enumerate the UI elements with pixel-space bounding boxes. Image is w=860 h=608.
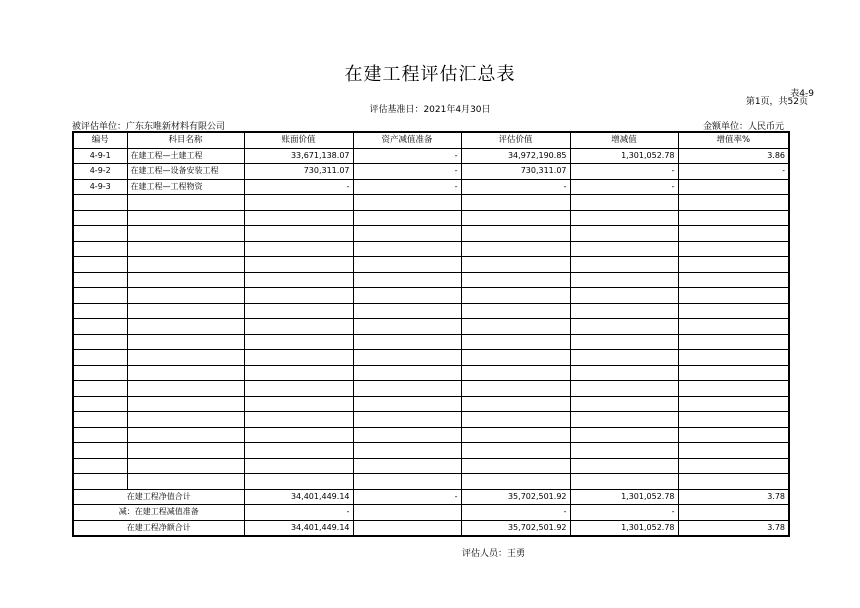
empty-cell xyxy=(244,381,353,397)
empty-cell xyxy=(353,365,461,381)
empty-cell xyxy=(127,272,244,288)
empty-cell xyxy=(570,272,678,288)
empty-cell xyxy=(678,257,789,273)
empty-cell xyxy=(353,396,461,412)
cell-book-value: 730,311.07 xyxy=(244,164,353,180)
cell-impairment: - xyxy=(353,179,461,195)
empty-cell xyxy=(127,381,244,397)
empty-cell xyxy=(127,350,244,366)
appraised-entity: 被评估单位：广东东唯新材料有限公司 xyxy=(72,122,226,132)
empty-cell xyxy=(570,365,678,381)
cell-change: 1,301,052.78 xyxy=(570,148,678,164)
empty-cell xyxy=(461,412,570,428)
empty-cell xyxy=(244,443,353,459)
empty-cell xyxy=(244,427,353,443)
cell-name: 在建工程—设备安装工程 xyxy=(127,164,244,180)
summary-appraised-value: - xyxy=(461,505,570,521)
empty-cell xyxy=(244,396,353,412)
header-cell-impairment: 资产减值准备 xyxy=(353,132,461,148)
empty-cell xyxy=(353,210,461,226)
empty-cell xyxy=(570,443,678,459)
summary-impairment xyxy=(353,520,461,536)
empty-cell xyxy=(353,427,461,443)
empty-row xyxy=(73,241,789,257)
table-row xyxy=(73,148,789,164)
empty-cell xyxy=(244,288,353,304)
empty-cell xyxy=(127,257,244,273)
empty-cell xyxy=(678,350,789,366)
empty-cell xyxy=(353,443,461,459)
empty-cell xyxy=(353,474,461,490)
empty-cell xyxy=(570,288,678,304)
empty-cell xyxy=(127,365,244,381)
empty-cell xyxy=(570,396,678,412)
empty-cell xyxy=(127,334,244,350)
empty-cell xyxy=(678,334,789,350)
cell-book-value: - xyxy=(244,179,353,195)
empty-cell xyxy=(678,288,789,304)
empty-cell xyxy=(678,381,789,397)
summary-label: 在建工程净额合计 xyxy=(73,520,244,536)
empty-cell xyxy=(73,396,127,412)
empty-cell xyxy=(678,443,789,459)
summary-row xyxy=(73,489,789,505)
empty-cell xyxy=(73,350,127,366)
empty-cell xyxy=(73,195,127,211)
summary-book-value: 34,401,449.14 xyxy=(244,489,353,505)
cell-appraised-value: - xyxy=(461,179,570,195)
empty-cell xyxy=(73,412,127,428)
header-cell-book-value: 账面价值 xyxy=(244,132,353,148)
cell-impairment: - xyxy=(353,164,461,180)
empty-row xyxy=(73,226,789,242)
empty-cell xyxy=(244,195,353,211)
summary-change: 1,301,052.78 xyxy=(570,520,678,536)
empty-cell xyxy=(570,381,678,397)
empty-row xyxy=(73,412,789,428)
empty-cell xyxy=(678,396,789,412)
cell-appraised-value: 730,311.07 xyxy=(461,164,570,180)
empty-row xyxy=(73,303,789,319)
empty-cell xyxy=(461,303,570,319)
cell-no: 4-9-3 xyxy=(73,179,127,195)
empty-cell xyxy=(461,334,570,350)
table-number: 表4-9 xyxy=(790,89,814,99)
empty-cell xyxy=(570,412,678,428)
empty-cell xyxy=(678,412,789,428)
cell-impairment: - xyxy=(353,148,461,164)
summary-rate: 3.78 xyxy=(678,489,789,505)
table-row xyxy=(73,164,789,180)
empty-cell xyxy=(570,458,678,474)
empty-row xyxy=(73,319,789,335)
empty-cell xyxy=(570,474,678,490)
empty-row xyxy=(73,474,789,490)
empty-cell xyxy=(73,226,127,242)
empty-cell xyxy=(127,458,244,474)
empty-cell xyxy=(73,334,127,350)
empty-cell xyxy=(73,443,127,459)
empty-cell xyxy=(244,303,353,319)
empty-row xyxy=(73,381,789,397)
empty-cell xyxy=(244,350,353,366)
empty-cell xyxy=(678,365,789,381)
empty-cell xyxy=(353,303,461,319)
empty-cell xyxy=(127,226,244,242)
summary-appraised-value: 35,702,501.92 xyxy=(461,520,570,536)
empty-cell xyxy=(353,226,461,242)
empty-cell xyxy=(127,303,244,319)
empty-cell xyxy=(73,288,127,304)
empty-cell xyxy=(244,365,353,381)
empty-cell xyxy=(461,195,570,211)
empty-cell xyxy=(461,427,570,443)
empty-cell xyxy=(353,241,461,257)
page-title: 在建工程评估汇总表 xyxy=(344,64,516,85)
header-cell-name: 科目名称 xyxy=(127,132,244,148)
empty-cell xyxy=(461,288,570,304)
empty-cell xyxy=(461,396,570,412)
empty-cell xyxy=(570,257,678,273)
summary-table xyxy=(72,131,790,537)
empty-cell xyxy=(244,272,353,288)
empty-cell xyxy=(678,319,789,335)
empty-cell xyxy=(678,458,789,474)
summary-label: 减：在建工程减值准备 xyxy=(73,505,244,521)
empty-cell xyxy=(570,350,678,366)
empty-cell xyxy=(461,381,570,397)
summary-book-value: 34,401,449.14 xyxy=(244,520,353,536)
cell-appraised-value: 34,972,190.85 xyxy=(461,148,570,164)
empty-cell xyxy=(570,210,678,226)
summary-change: 1,301,052.78 xyxy=(570,489,678,505)
empty-row xyxy=(73,257,789,273)
empty-cell xyxy=(570,195,678,211)
empty-row xyxy=(73,396,789,412)
empty-cell xyxy=(353,288,461,304)
empty-cell xyxy=(244,334,353,350)
empty-cell xyxy=(570,241,678,257)
empty-row xyxy=(73,195,789,211)
empty-cell xyxy=(244,412,353,428)
empty-cell xyxy=(127,396,244,412)
empty-cell xyxy=(244,210,353,226)
cell-change: - xyxy=(570,164,678,180)
summary-book-value: - xyxy=(244,505,353,521)
empty-cell xyxy=(678,474,789,490)
empty-cell xyxy=(353,381,461,397)
cell-no: 4-9-2 xyxy=(73,164,127,180)
empty-cell xyxy=(461,241,570,257)
empty-cell xyxy=(678,272,789,288)
empty-cell xyxy=(127,319,244,335)
header-cell-no: 编号 xyxy=(73,132,127,148)
empty-cell xyxy=(570,303,678,319)
empty-cell xyxy=(127,210,244,226)
empty-cell xyxy=(461,257,570,273)
empty-cell xyxy=(127,474,244,490)
empty-cell xyxy=(244,226,353,242)
empty-cell xyxy=(461,272,570,288)
empty-cell xyxy=(461,226,570,242)
empty-cell xyxy=(461,474,570,490)
table-row xyxy=(73,179,789,195)
empty-cell xyxy=(127,288,244,304)
empty-row xyxy=(73,334,789,350)
empty-row xyxy=(73,272,789,288)
summary-label: 在建工程净值合计 xyxy=(73,489,244,505)
empty-cell xyxy=(461,443,570,459)
empty-cell xyxy=(353,458,461,474)
summary-impairment xyxy=(353,505,461,521)
empty-cell xyxy=(353,272,461,288)
empty-cell xyxy=(73,458,127,474)
empty-cell xyxy=(73,257,127,273)
empty-cell xyxy=(244,458,353,474)
empty-cell xyxy=(678,303,789,319)
empty-cell xyxy=(678,226,789,242)
base-date: 评估基准日：2021年4月30日 xyxy=(369,105,491,115)
empty-cell xyxy=(244,319,353,335)
empty-cell xyxy=(570,226,678,242)
empty-cell xyxy=(461,458,570,474)
empty-cell xyxy=(244,241,353,257)
summary-change: - xyxy=(570,505,678,521)
empty-cell xyxy=(73,319,127,335)
empty-cell xyxy=(73,241,127,257)
cell-name: 在建工程—土建工程 xyxy=(127,148,244,164)
empty-cell xyxy=(461,365,570,381)
empty-cell xyxy=(570,319,678,335)
empty-row xyxy=(73,365,789,381)
empty-row xyxy=(73,443,789,459)
empty-cell xyxy=(127,427,244,443)
empty-cell xyxy=(73,303,127,319)
summary-impairment: - xyxy=(353,489,461,505)
empty-cell xyxy=(244,257,353,273)
cell-book-value: 33,671,138.07 xyxy=(244,148,353,164)
empty-cell xyxy=(127,412,244,428)
empty-cell xyxy=(127,241,244,257)
header-row xyxy=(73,132,789,148)
empty-row xyxy=(73,458,789,474)
empty-cell xyxy=(461,210,570,226)
empty-cell xyxy=(127,443,244,459)
empty-cell xyxy=(73,210,127,226)
empty-cell xyxy=(73,474,127,490)
appraiser: 评估人员：王勇 xyxy=(462,549,526,559)
summary-row xyxy=(73,520,789,536)
cell-rate xyxy=(678,179,789,195)
empty-cell xyxy=(353,334,461,350)
empty-cell xyxy=(353,350,461,366)
header-cell-rate: 增值率% xyxy=(678,132,789,148)
empty-row xyxy=(73,350,789,366)
empty-cell xyxy=(461,319,570,335)
empty-cell xyxy=(570,427,678,443)
empty-row xyxy=(73,288,789,304)
empty-cell xyxy=(353,257,461,273)
empty-cell xyxy=(73,272,127,288)
empty-cell xyxy=(678,241,789,257)
summary-appraised-value: 35,702,501.92 xyxy=(461,489,570,505)
empty-cell xyxy=(73,381,127,397)
empty-cell xyxy=(678,195,789,211)
cell-rate: - xyxy=(678,164,789,180)
empty-cell xyxy=(73,427,127,443)
summary-rate xyxy=(678,505,789,521)
summary-rate: 3.78 xyxy=(678,520,789,536)
summary-row xyxy=(73,505,789,521)
empty-cell xyxy=(678,427,789,443)
empty-cell xyxy=(353,195,461,211)
empty-cell xyxy=(353,412,461,428)
currency-unit: 金额单位：人民币元 xyxy=(702,122,784,132)
cell-change: - xyxy=(570,179,678,195)
cell-name: 在建工程—工程物资 xyxy=(127,179,244,195)
empty-cell xyxy=(244,474,353,490)
empty-row xyxy=(73,427,789,443)
cell-rate: 3.86 xyxy=(678,148,789,164)
header-cell-appraised-value: 评估价值 xyxy=(461,132,570,148)
empty-cell xyxy=(678,210,789,226)
empty-cell xyxy=(461,350,570,366)
empty-cell xyxy=(570,334,678,350)
empty-cell xyxy=(353,319,461,335)
empty-cell xyxy=(73,365,127,381)
header-cell-change: 增减值 xyxy=(570,132,678,148)
cell-no: 4-9-1 xyxy=(73,148,127,164)
page-info: 第1页，共52页 xyxy=(745,97,808,107)
empty-row xyxy=(73,210,789,226)
empty-cell xyxy=(127,195,244,211)
